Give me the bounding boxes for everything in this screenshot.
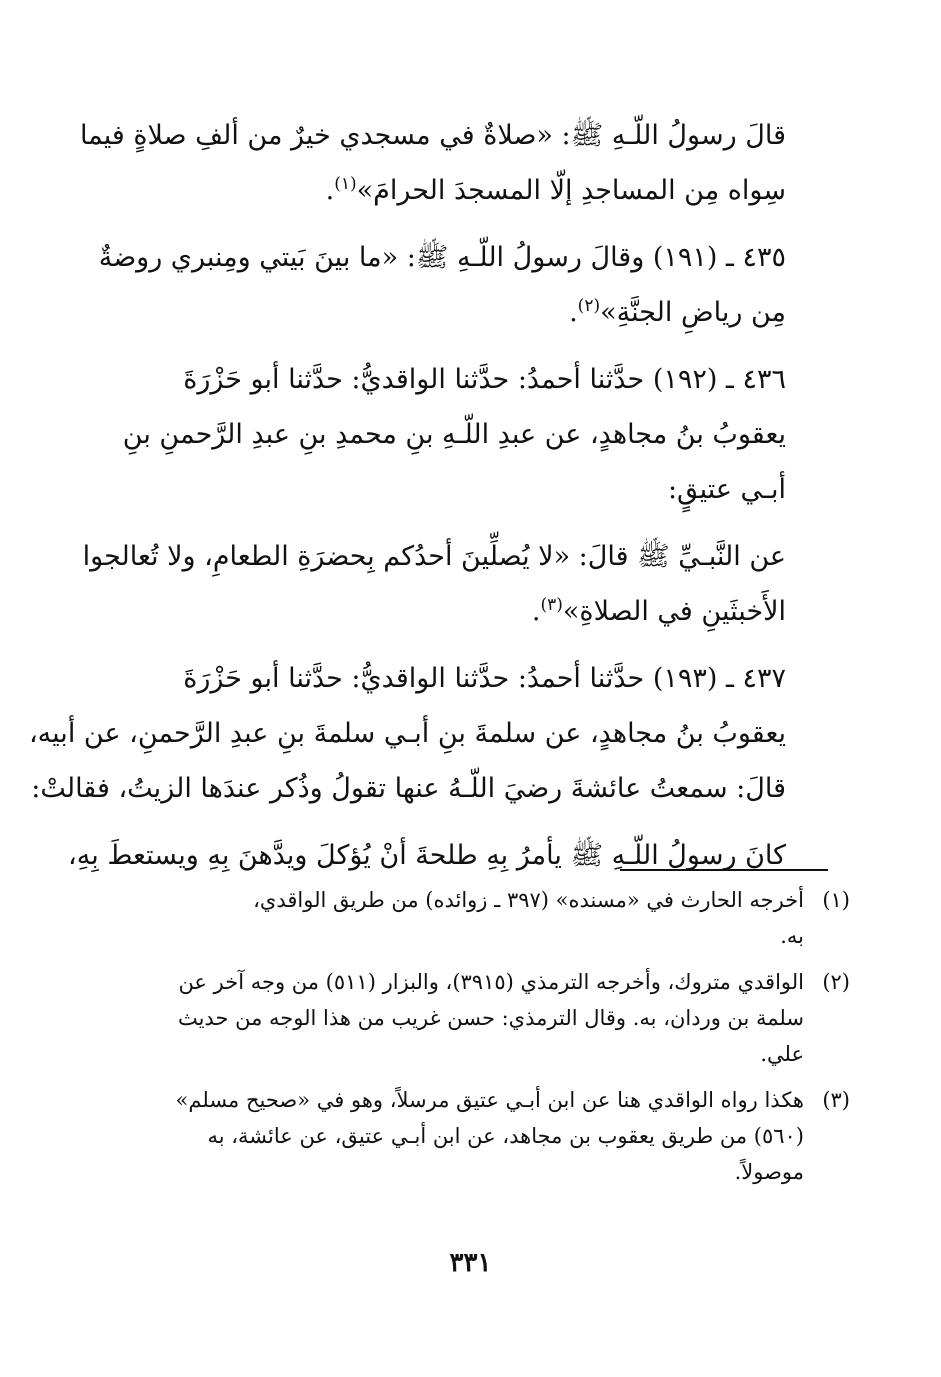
footnote-1 [128, 882, 850, 954]
punctuation: . [325, 175, 335, 206]
text-line: أبـي عتيقٍ: [667, 474, 786, 505]
footnote-number: (٣) [822, 1088, 850, 1112]
footnote-2 [128, 964, 850, 1072]
punctuation: . [569, 297, 578, 328]
footnote-ref-2[interactable]: (٢) [577, 296, 601, 316]
footnote-3 [128, 1082, 850, 1190]
footnote-ref-1[interactable]: (١) [334, 174, 357, 194]
text-segment: الأَخبثَينِ في الصلاةِ» [562, 596, 786, 627]
text-line: ٤٣٧ ـ (١٩٣) حدَّثنا أحمدُ: حدَّثنا الواقديُّ: حدَّثنا أبو حَزْرَةَ [183, 663, 786, 694]
footnote-line: هكذا رواه الواقدي هنا عن ابن أبـي عتيق مرسلاً، وهو في «صحيح مسلم» [175, 1088, 804, 1112]
footnote-line: به. [780, 924, 804, 948]
main-text [28, 108, 816, 895]
text-line [128, 163, 786, 218]
footnote-line: الواقدي متروك، وأخرجه الترمذي (٣٩١٥)، والبزار (٥١١) من وجه آخر عن [178, 970, 804, 994]
footnote-line: أخرجه الحارث في «مسنده» (٣٩٧ ـ زوائده) من طريق الواقدي، [253, 888, 804, 912]
text-line: ٤٣٦ ـ (١٩٢) حدَّثنا أحمدُ: حدَّثنا الواقديُّ: حدَّثنا أبو حَزْرَةَ [183, 364, 786, 395]
paragraph-hadith-435 [98, 230, 816, 340]
punctuation: . [531, 596, 541, 627]
paragraph-hadith-437 [28, 651, 816, 816]
text-line: يعقوبُ بنُ مجاهدٍ، عن عبدِ اللّـهِ بنِ محمدِ بنِ عبدِ الرَّحمنِ بنِ [122, 419, 786, 450]
footnote-body [128, 882, 804, 954]
text-segment: مِن رياضِ الجنَّةِ» [600, 297, 786, 328]
text-line: قالَ رسولُ اللّـهِ ﷺ: «صلاةٌ في مسجدي خيرٌ من ألفِ صلاةٍ فيما [79, 120, 786, 151]
footnote-line: سلمة بن وردان، به. وقال الترمذي: حسن غريب من هذا الوجه من حديث [177, 1006, 804, 1030]
text-line: ٤٣٥ ـ (١٩١) وقالَ رسولُ اللّـهِ ﷺ: «ما بينَ بَيتي ومِنبري روضةٌ [98, 242, 786, 273]
text-segment: سِواه مِن المساجدِ إلّا المسجدَ الحرامَ» [356, 175, 786, 206]
text-line [128, 584, 786, 639]
text-line: يعقوبُ بنُ مجاهدٍ، عن سلمةَ بنِ أبـي سلمةَ بنِ عبدِ الرَّحمنِ، عن أبيه، [28, 718, 786, 749]
footnote-body [128, 964, 804, 1072]
footnote-body [128, 1082, 804, 1190]
page-number: ٣٣١ [449, 1248, 492, 1278]
footnotes [128, 882, 850, 1200]
footnote-line: علي. [760, 1042, 804, 1066]
footnote-line: موصولاً. [734, 1160, 804, 1184]
paragraph-1 [79, 108, 816, 218]
text-line: عن النَّبـيِّ ﷺ قالَ: «لا يُصلِّينَ أحدُكم بِحضرَةِ الطعامِ، ولا تُعالجوا [82, 541, 786, 572]
paragraph-matn-436 [82, 529, 816, 639]
paragraph-matn-437 [68, 828, 816, 883]
footnote-number: (٢) [822, 970, 850, 994]
footnote-line: (٥٦٠) من طريق يعقوب بن مجاهد، عن ابن أبـي عتيق، عن عائشة، به [207, 1124, 804, 1148]
text-line: كانَ رسولُ اللّـهِ ﷺ يأمرُ بِهِ طلحةَ أنْ يُؤكلَ ويدَّهنَ بِهِ ويستعطَ بِهِ، [68, 840, 786, 871]
text-line [128, 285, 786, 340]
footnote-ref-3[interactable]: (٣) [540, 595, 563, 615]
paragraph-hadith-436 [122, 352, 816, 517]
footnote-separator [620, 869, 828, 871]
text-line: قالَ: سمعتُ عائشةَ رضيَ اللّـهُ عنها تقولُ وذُكر عندَها الزيتُ، فقالتْ: [31, 773, 786, 804]
footnote-number: (١) [822, 888, 850, 912]
